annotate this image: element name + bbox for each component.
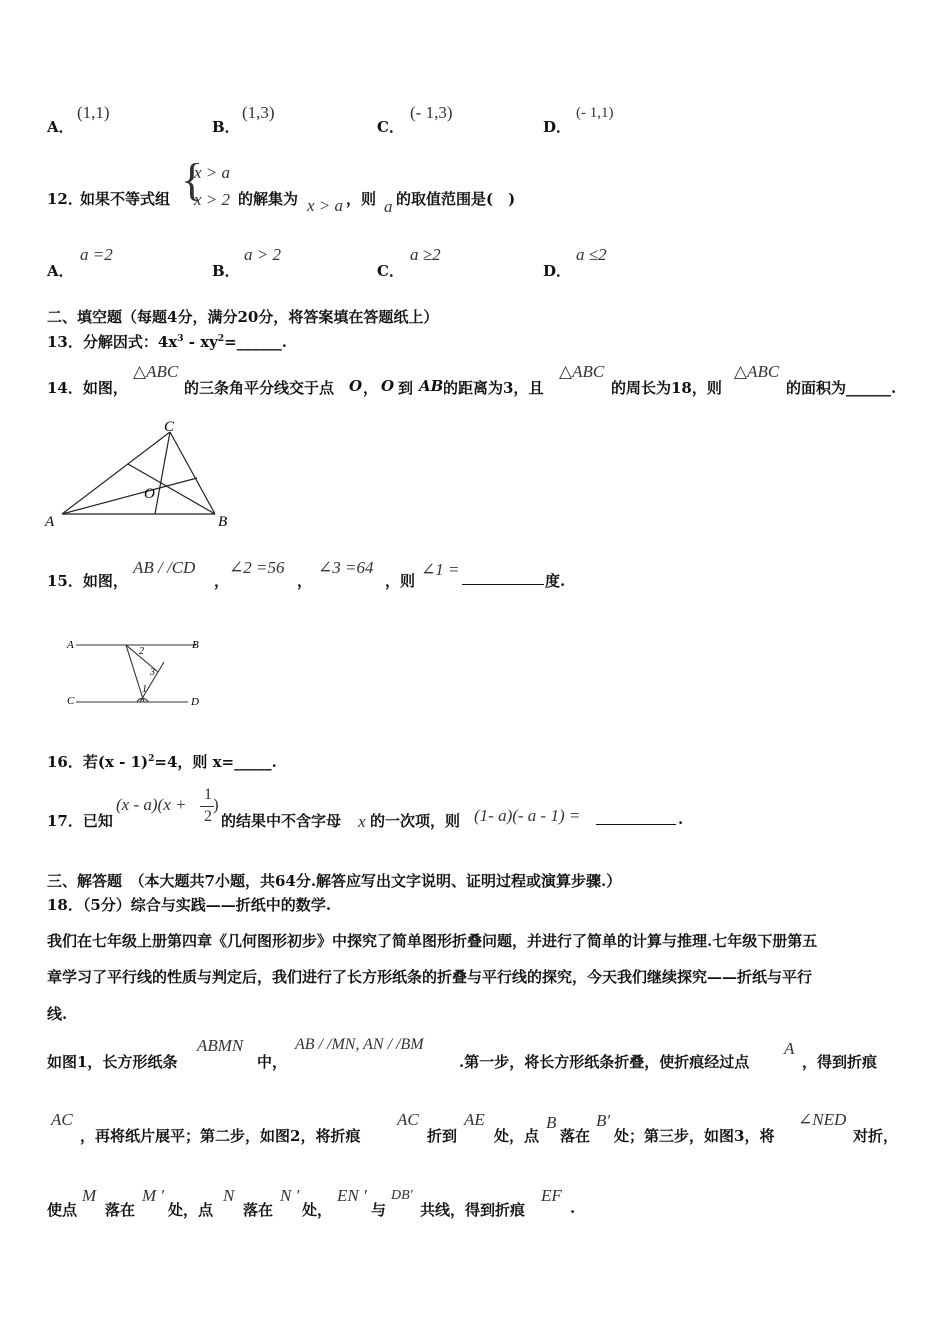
q17-frac-num: 1 <box>204 786 212 803</box>
q15-e2: ∠2 =56 <box>229 558 285 577</box>
q17-expr-left: (x - a)(x + <box>116 795 187 814</box>
q18-l5-m5: B′ <box>596 1111 611 1130</box>
q14-text3: 到 <box>398 379 414 397</box>
q18-l5-t3: 处，点 <box>494 1127 540 1145</box>
q18-para-line2: 章学习了平行线的性质与判定后，我们进行了长方形纸条的折叠与平行线的探究，今天我们继续探究——折纸与平行 <box>47 968 813 986</box>
q15-blank <box>462 570 544 585</box>
q18-l5-m6: ∠NED <box>798 1110 847 1129</box>
q14-tri-1: △ABC <box>133 362 179 381</box>
option-b-value: (1,3) <box>242 103 275 122</box>
q12-option-b-value: a > 2 <box>244 245 281 264</box>
q15-text2: 度. <box>545 572 566 590</box>
option-b-label: B． <box>212 118 240 136</box>
q12-option-d-label: D． <box>543 262 572 280</box>
q12-option-d-value: a ≤2 <box>576 245 607 264</box>
q18-l5-t4: 落在 <box>560 1127 591 1145</box>
q18-l4-t4: ，得到折痕 <box>802 1053 878 1071</box>
q17-end: . <box>678 810 684 828</box>
angle-1-label: 1 <box>142 684 147 695</box>
q14-text2: ， <box>363 379 379 397</box>
q18-l6-t5: 处， <box>302 1201 333 1219</box>
q17-text1: 的结果中不含字母 <box>221 812 342 830</box>
q17-blank <box>596 810 676 825</box>
q13: 13．分解因式：$4x^3$ - $xy^2=\_\_\_\_\_\_$. <box>47 333 287 351</box>
q17-var: x <box>358 812 366 831</box>
q14-text5: 的周长为18，则 <box>611 379 722 397</box>
q18-l6-m7: EF <box>541 1186 562 1205</box>
q14-ab: AB <box>419 377 444 395</box>
q12-text2: 的解集为 <box>238 190 299 208</box>
q12-option-c-label: C． <box>377 262 404 280</box>
q17-text2: 的一次项，则 <box>370 812 461 830</box>
q18-para-line1: 我们在七年级上册第四章《几何图形初步》中探究了简单图形折叠问题，并进行了简单的计算与推理.七年级下册第五 <box>47 932 818 950</box>
q12-option-c-value: a ≥2 <box>410 245 441 264</box>
parallel-lines-figure <box>60 630 210 715</box>
q18-l4-t2: 中， <box>257 1053 288 1071</box>
q15-e1: AB / /CD <box>133 558 196 577</box>
label-b: B <box>218 514 228 530</box>
q15-sep1: ， <box>214 572 230 590</box>
fraction-bar <box>200 806 214 807</box>
q18-l6-m2: M ′ <box>142 1186 165 1205</box>
q12-option-b-label: B． <box>212 262 240 280</box>
q15-number: 15．如图， <box>47 572 128 590</box>
q18-l6-t4: 落在 <box>243 1201 274 1219</box>
label-c: C <box>67 695 75 707</box>
section2-title: 二、填空题（每题4分，满分20分，将答案填在答题纸上） <box>47 308 439 326</box>
q12-sol: x > a <box>307 196 344 215</box>
q18-l4-t3: .第一步，将长方形纸条折叠，使折痕经过点 <box>459 1053 750 1071</box>
q18-l6-t3: 处，点 <box>168 1201 214 1219</box>
q12-var: a <box>384 197 393 216</box>
q14-tri-2: △ABC <box>559 362 605 381</box>
label-a: A <box>45 514 55 530</box>
angle-2-label: 2 <box>139 646 144 657</box>
angle-3-label: 3 <box>150 667 155 678</box>
q12-option-a-value: a =2 <box>80 245 113 264</box>
q15-e3: ∠3 =64 <box>318 558 374 577</box>
q15-text1: ，则 <box>385 572 416 590</box>
q18-l6-t6: 与 <box>371 1201 387 1219</box>
q14-o2: O <box>381 377 395 395</box>
section3-title: 三、解答题 （本大题共7小题，共64分.解答应写出文字说明、证明过程或演算步骤.） <box>47 872 622 890</box>
q14-tri-3: △ABC <box>734 362 780 381</box>
q18-l4-t1: 如图1，长方形纸条 <box>47 1053 178 1071</box>
q14-text6: 的面积为______. <box>786 379 897 397</box>
q18-l5-t6: 对折， <box>853 1127 899 1145</box>
q18-l6-t1: 使点 <box>47 1201 78 1219</box>
q12-number: 12． <box>47 190 83 208</box>
q18-l5-m3: AE <box>464 1110 485 1129</box>
q17-expr2: (1- a)(- a - 1) = <box>474 806 581 825</box>
q14-text4: 的距离为3，且 <box>443 379 544 397</box>
q17-expr-right: ) <box>213 795 219 814</box>
q14-text1: 的三条角平分线交于点 <box>184 379 335 397</box>
q18-l5-m1: AC <box>51 1110 73 1129</box>
q18-l4-m2: AB / /MN, AN / /BM <box>295 1036 424 1053</box>
q12-text4: 的取值范围是( ) <box>396 190 516 208</box>
q18-l6-t2: 落在 <box>105 1201 136 1219</box>
q17-number: 17．已知 <box>47 812 113 830</box>
q12-text3: ，则 <box>346 190 377 208</box>
q18-l6-m5: EN ′ <box>337 1186 367 1205</box>
q18-l5-m2: AC <box>397 1110 419 1129</box>
q18-l6-m6: DB′ <box>391 1188 413 1203</box>
q18-l6-m3: N <box>223 1186 235 1205</box>
q15-e4: ∠1 = <box>421 560 460 579</box>
option-c-value: (- 1,3) <box>410 103 453 122</box>
q18-l4-m1: ABMN <box>197 1036 244 1055</box>
q18-l6-m4: N ′ <box>280 1186 300 1205</box>
q15-sep2: ， <box>297 572 313 590</box>
q18-l4-m3: A <box>784 1039 795 1058</box>
left-brace: { <box>181 154 204 205</box>
option-c-label: C． <box>377 118 404 136</box>
q12-text1: 如果不等式组 <box>80 190 171 208</box>
q12-sys2: x > 2 <box>194 190 231 209</box>
q18-l5-t5: 处；第三步，如图3，将 <box>614 1127 775 1145</box>
q18-l6-t8: . <box>570 1199 576 1217</box>
label-c: C <box>164 419 175 435</box>
q12-sys1: x > a <box>194 163 231 182</box>
label-o: O <box>144 486 155 502</box>
q18-l5-t1: ，再将纸片展平；第二步，如图2，将折痕 <box>80 1127 361 1145</box>
triangle-figure <box>40 418 240 536</box>
q17-frac-den: 2 <box>204 808 212 825</box>
q18-l5-m4: B <box>546 1113 557 1132</box>
label-a: A <box>67 639 74 651</box>
q18-para-line3: 线. <box>47 1005 68 1023</box>
option-a-value: (1,1) <box>77 103 110 122</box>
q18-title: 18．（5分）综合与实践——折纸中的数学. <box>47 896 332 914</box>
label-b: B <box>192 639 199 651</box>
q18-l6-m1: M <box>82 1186 97 1205</box>
option-d-label: D． <box>543 118 572 136</box>
q12-option-a-label: A． <box>47 262 74 280</box>
q14-o1: O <box>349 377 363 395</box>
q18-l5-t2: 折到 <box>427 1127 458 1145</box>
label-d: D <box>191 696 199 708</box>
q18-l6-t7: 共线，得到折痕 <box>420 1201 526 1219</box>
q14-number: 14．如图， <box>47 379 128 397</box>
option-a-label: A． <box>47 118 74 136</box>
option-d-value: (- 1,1) <box>576 105 614 121</box>
q16: 16．若(x - 1)$^2$=4，则 x=_____. <box>47 753 277 771</box>
